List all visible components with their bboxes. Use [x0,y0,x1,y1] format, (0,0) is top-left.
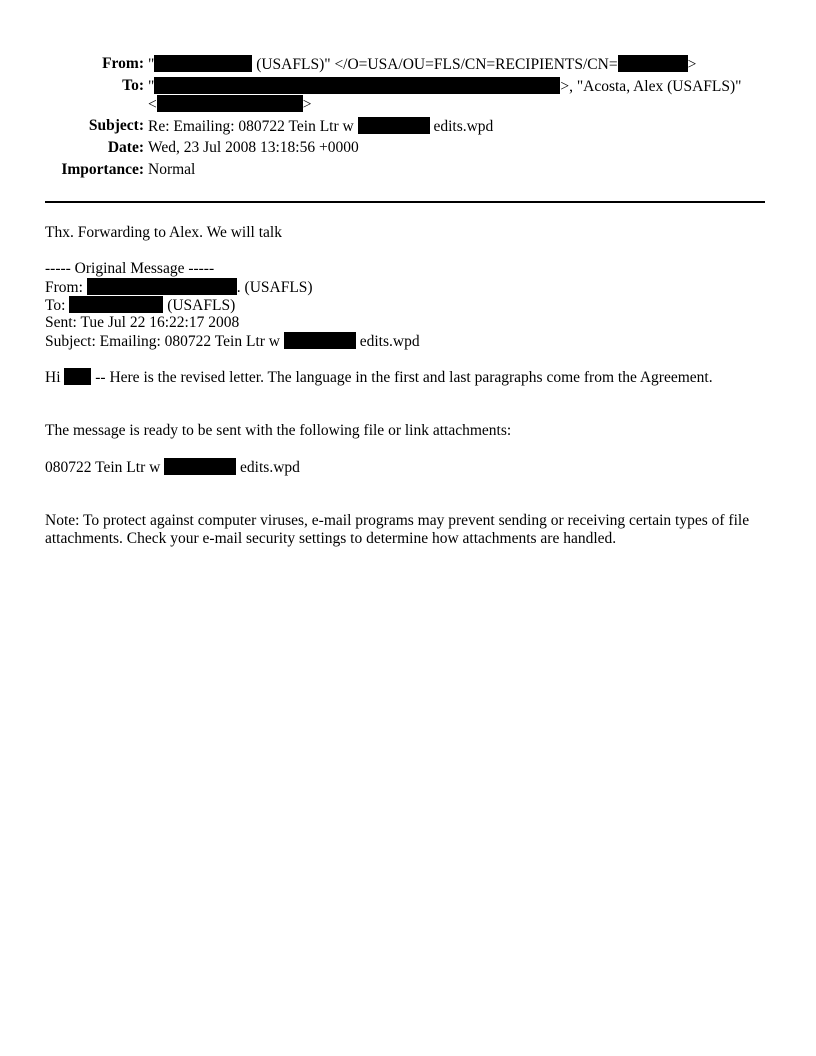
from-value: " (USAFLS)" </O=USA/OU=FLS/CN=RECIPIENTS/CN= > [148,56,697,73]
original-to: To: (USAFLS) [45,297,236,314]
to-value: " >, "Acosta, Alex (USAFLS)" [148,78,742,95]
redaction-box [164,458,236,475]
to-value-line2: < > [148,96,312,113]
date-label: Date: [107,139,144,156]
redaction-box [618,55,688,72]
subject-value: Re: Emailing: 080722 Tein Ltr w edits.wpd [148,118,494,135]
header-divider [45,201,765,203]
redaction-box [64,368,91,385]
ready-text: The message is ready to be sent with the following file or link attachments: [45,422,512,439]
redaction-box [284,332,356,349]
original-message-marker: ----- Original Message ----- [45,260,215,277]
redaction-box [69,296,163,313]
redaction-box [154,77,560,94]
date-value: Wed, 23 Jul 2008 13:18:56 +0000 [148,139,359,156]
attachment-name: 080722 Tein Ltr w edits.wpd [45,459,300,476]
greeting-paragraph: Hi -- Here is the revised letter. The language in the first and last paragraphs come from the Agreement. [45,369,713,386]
subject-label: Subject: [88,117,144,134]
to-label: To: [122,77,144,94]
importance-value: Normal [148,161,196,178]
redaction-box [157,95,303,112]
security-note: Note: To protect against computer viruses, e-mail programs may prevent sending or receiving certain types of file attachments. Check your e-mail security settings to determine how attachments are handled. [45,512,750,547]
original-from: From: . (USAFLS) [45,279,313,296]
reply-text: Thx. Forwarding to Alex. We will talk [45,224,282,241]
redaction-box [87,278,237,295]
from-label: From: [102,55,144,72]
importance-label: Importance: [61,161,144,178]
original-sent: Sent: Tue Jul 22 16:22:17 2008 [45,314,240,331]
redaction-box [154,55,252,72]
redaction-box [358,117,430,134]
original-subject: Subject: Emailing: 080722 Tein Ltr w edits.wpd [45,333,420,350]
